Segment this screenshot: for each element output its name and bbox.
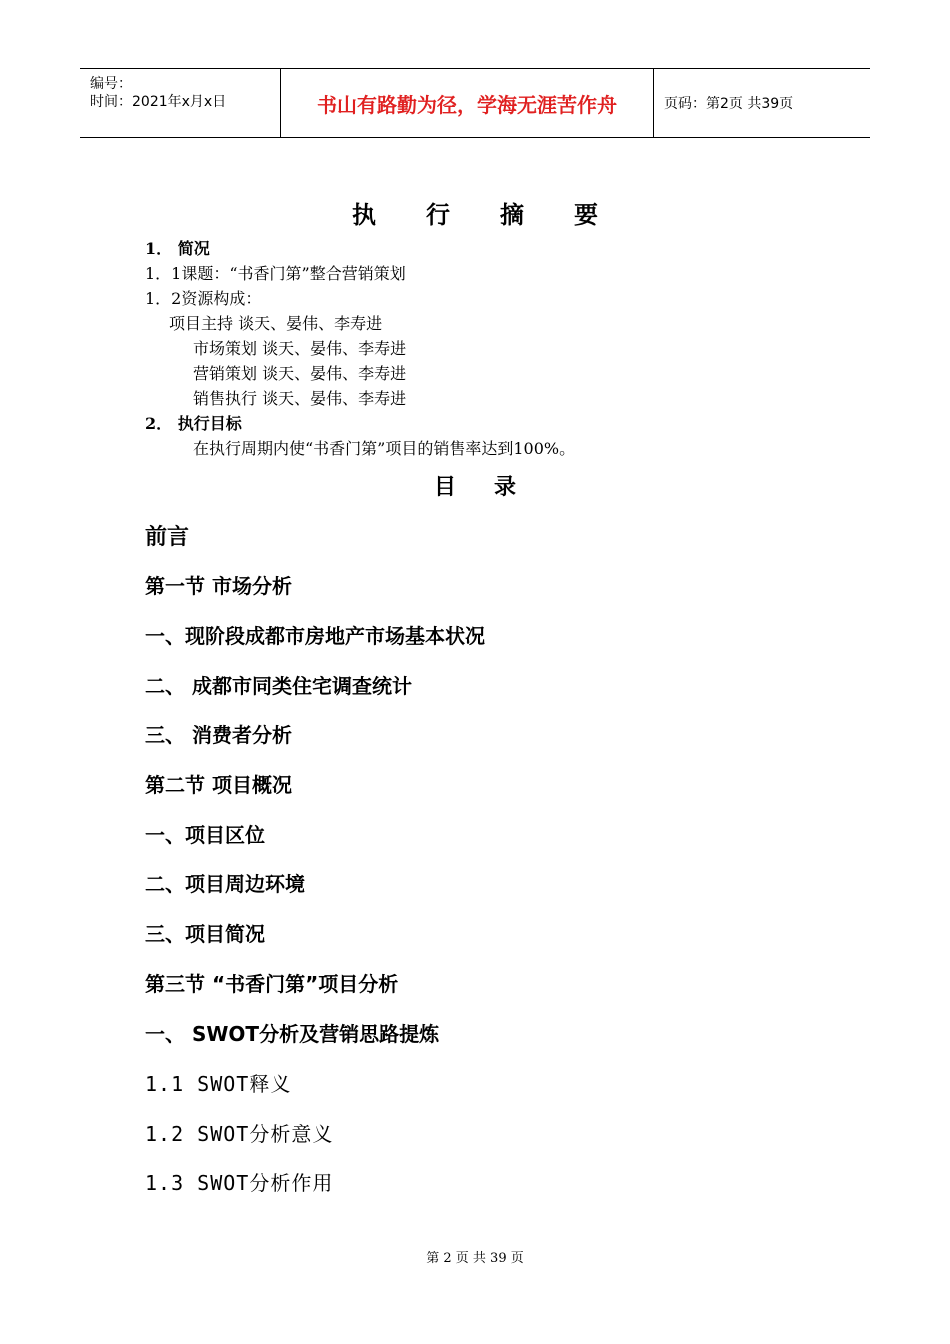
header-page-code: 页码：第2页 共39页 — [664, 96, 794, 112]
toc-item: 二、项目周边环境 — [145, 872, 305, 896]
page-footer: 第 2 页 共 39 页 — [426, 1251, 524, 1266]
toc-title: 目录 — [433, 475, 554, 500]
section-2-text: 在执行周期内使“书香门第”项目的销售率达到100%。 — [193, 439, 576, 458]
summary-title: 执行摘要 — [352, 201, 648, 229]
role-line: 营销策划 谈天、晏伟、李寿进 — [193, 364, 407, 383]
toc-item: 前言 — [145, 525, 190, 550]
toc-item: 一、项目区位 — [145, 823, 265, 847]
document-number-label: 编号： — [90, 76, 132, 92]
section-2-heading: 2． 执行目标 — [145, 414, 242, 433]
section-1-2-resources: 1．2资源构成： — [145, 289, 262, 308]
toc-item: 一、现阶段成都市房地产市场基本状况 — [145, 624, 485, 648]
header-page-cell — [654, 69, 870, 137]
toc-item: 1.2 SWOT分析意义 — [145, 1122, 334, 1146]
header-motto: 书山有路勤为径，学海无涯苦作舟 — [317, 92, 617, 117]
toc-item: 1.1 SWOT释义 — [145, 1072, 292, 1096]
page-header-table — [80, 68, 870, 138]
section-1-1-topic: 1．1课题：“书香门第”整合营销策划 — [145, 264, 406, 283]
role-line: 项目主持 谈天、晏伟、李寿进 — [169, 314, 383, 333]
toc-item: 第三节 “书香门第”项目分析 — [145, 972, 399, 996]
toc-item: 一、 SWOT分析及营销思路提炼 — [145, 1022, 440, 1046]
toc-item: 三、项目简况 — [145, 922, 265, 946]
role-line: 市场策划 谈天、晏伟、李寿进 — [193, 339, 407, 358]
toc-item: 1.3 SWOT分析作用 — [145, 1171, 334, 1195]
document-time-label: 时间：2021年x月x日 — [90, 94, 227, 110]
header-meta-cell — [80, 69, 281, 137]
toc-item: 第一节 市场分析 — [145, 574, 292, 598]
header-motto-cell — [281, 69, 654, 137]
section-1-heading: 1． 简况 — [145, 239, 210, 258]
toc-item: 二、 成都市同类住宅调查统计 — [145, 674, 412, 698]
toc-item: 三、 消费者分析 — [145, 723, 292, 747]
role-line: 销售执行 谈天、晏伟、李寿进 — [193, 389, 407, 408]
toc-item: 第二节 项目概况 — [145, 773, 292, 797]
